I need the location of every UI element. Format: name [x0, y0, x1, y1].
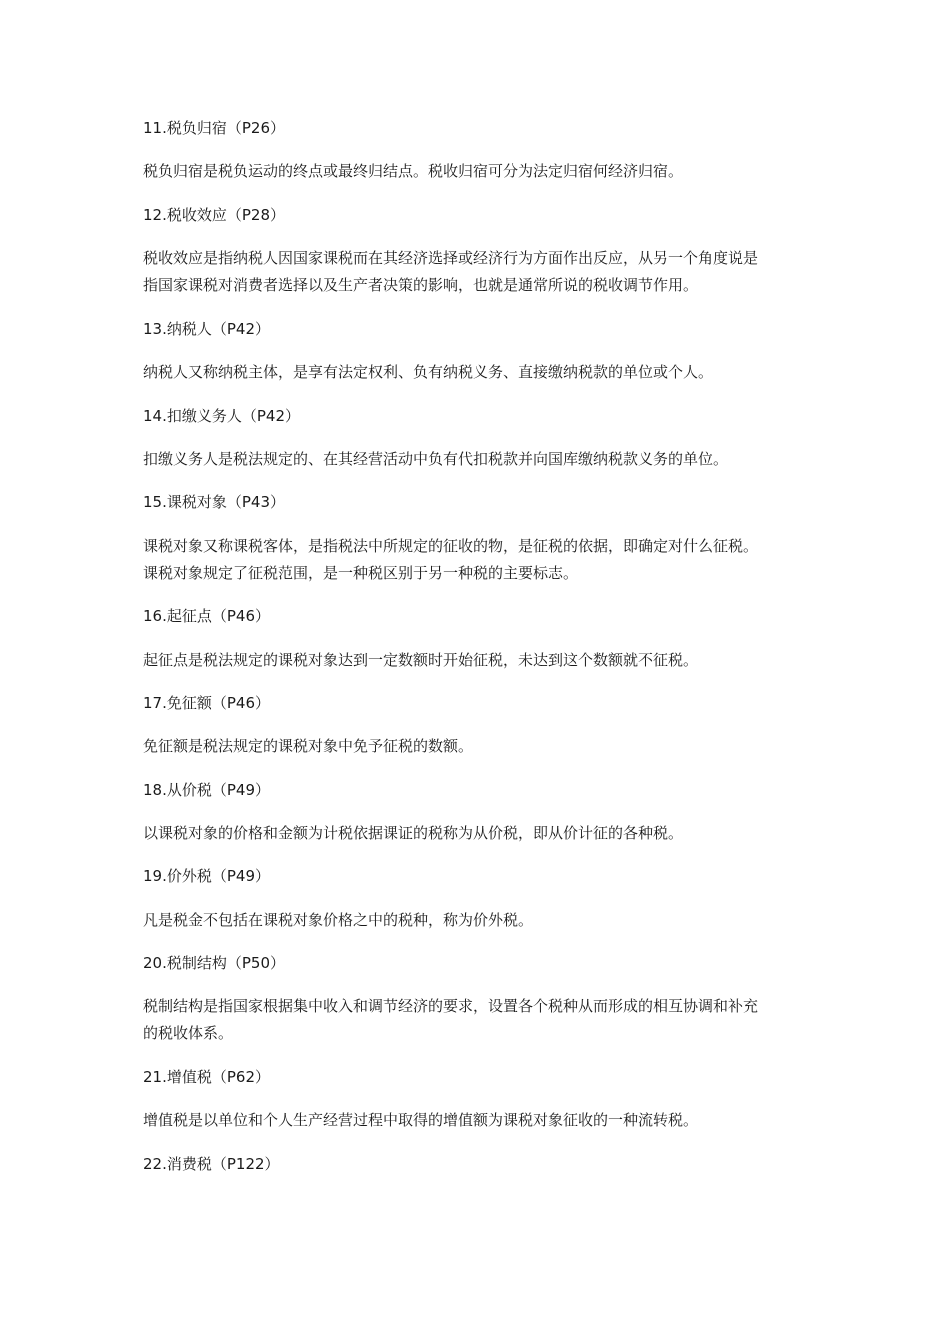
- term-heading-22: 22.消费税（P122）: [143, 1155, 280, 1173]
- term-heading-19: 19.价外税（P49）: [143, 867, 270, 885]
- term-definition-17: 免征额是税法规定的课税对象中免予征税的数额。: [143, 737, 474, 755]
- term-definition-18: 以课税对象的价格和金额为计税依据课证的税称为从价税，即从价计征的各种税。: [143, 824, 684, 842]
- term-definition-19: 凡是税金不包括在课税对象价格之中的税种，称为价外税。: [143, 911, 534, 929]
- term-heading-20: 20.税制结构（P50）: [143, 954, 285, 972]
- term-definition-12-line-1: 税收效应是指纳税人因国家课税而在其经济选择或经济行为方面作出反应，从另一个角度说是: [143, 249, 759, 267]
- term-definition-12-line-2: 指国家课税对消费者选择以及生产者决策的影响，也就是通常所说的税收调节作用。: [143, 276, 699, 294]
- term-definition-21: 增值税是以单位和个人生产经营过程中取得的增值额为课税对象征收的一种流转税。: [143, 1111, 699, 1129]
- term-heading-14: 14.扣缴义务人（P42）: [143, 407, 300, 425]
- term-heading-21: 21.增值税（P62）: [143, 1068, 270, 1086]
- term-definition-16: 起征点是税法规定的课税对象达到一定数额时开始征税，未达到这个数额就不征税。: [143, 651, 699, 669]
- term-definition-11: 税负归宿是税负运动的终点或最终归结点。税收归宿可分为法定归宿何经济归宿。: [143, 162, 684, 180]
- term-heading-17: 17.免征额（P46）: [143, 694, 270, 712]
- term-definition-13: 纳税人又称纳税主体，是享有法定权利、负有纳税义务、直接缴纳税款的单位或个人。: [143, 363, 714, 381]
- term-definition-14: 扣缴义务人是税法规定的、在其经营活动中负有代扣税款并向国库缴纳税款义务的单位。: [143, 450, 729, 468]
- term-heading-16: 16.起征点（P46）: [143, 607, 270, 625]
- term-heading-13: 13.纳税人（P42）: [143, 320, 270, 338]
- term-heading-11: 11.税负归宿（P26）: [143, 119, 285, 137]
- term-definition-20-line-1: 税制结构是指国家根据集中收入和调节经济的要求，设置各个税种从而形成的相互协调和补充: [143, 997, 759, 1015]
- term-definition-20-line-2: 的税收体系。: [143, 1024, 234, 1042]
- term-definition-15-line-1: 课税对象又称课税客体，是指税法中所规定的征收的物，是征税的依据，即确定对什么征税。: [143, 537, 759, 555]
- term-heading-12: 12.税收效应（P28）: [143, 206, 285, 224]
- term-definition-15-line-2: 课税对象规定了征税范围，是一种税区别于另一种税的主要标志。: [143, 564, 579, 582]
- term-heading-15: 15.课税对象（P43）: [143, 493, 285, 511]
- term-heading-18: 18.从价税（P49）: [143, 781, 270, 799]
